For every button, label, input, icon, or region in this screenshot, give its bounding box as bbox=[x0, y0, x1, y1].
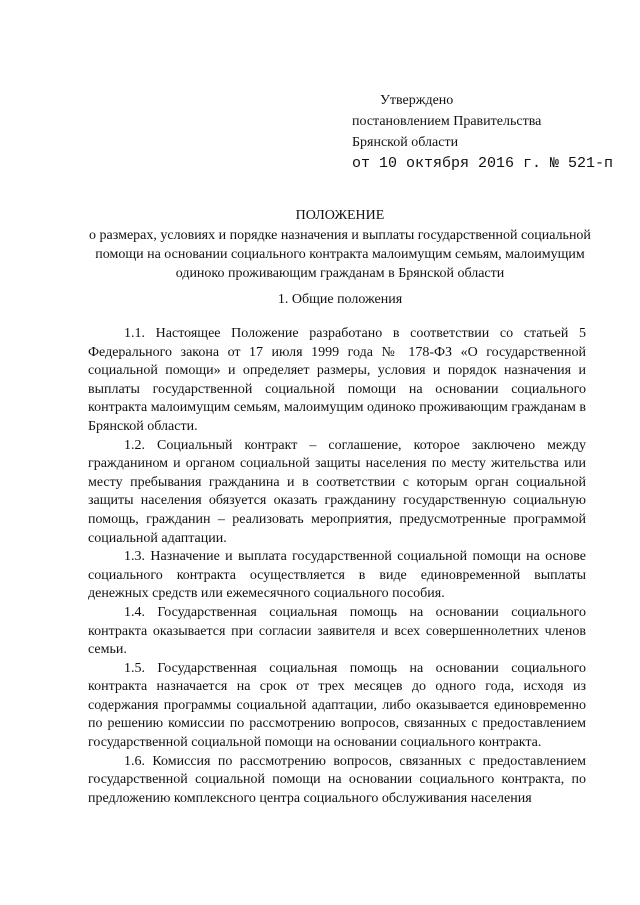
paragraph-1-3: 1.3. Назначение и выплата государственной социальной помощи на основе социального контракта осуществляется в виде единовременной выплаты денежных средств или ежемесячного социального пособия. bbox=[88, 549, 586, 602]
section-title: 1. Общие положения bbox=[277, 292, 403, 307]
paragraph-1-2: 1.2. Социальный контракт – соглашение, которое заключено между гражданином и органом социальной защиты населения по месту жительства или месту пребывания гражданина и в соответствии с которым орган социальной защиты населения обязуется оказать гражданину государственную социальную помощь, гражданин – реализовать мероприятия, предусмотренные программой социальной адаптации. bbox=[88, 437, 586, 546]
approval-line-region: Брянской области bbox=[352, 135, 459, 150]
paragraph-1-1: 1.1. Настоящее Положение разработано в соответствии со статьей 5 Федерального закона от 17 июля 1999 года № 178-ФЗ «О государственной социальной помощи» и определяет размеры, условия и порядок назначения и выплаты государственной социальной помощи на основании социального контракта малоимущим семьям, малоимущим одиноко проживающим гражданам в Брянской области. bbox=[88, 326, 586, 434]
approval-date-number: от 10 октября 2016 г. № 521-п bbox=[352, 155, 614, 172]
document-subtitle: о размерах, условиях и порядке назначения и выплаты государственной социальной помощи на основании социального контракта малоимущим семьям, малоимущим одиноко проживающим гражданам в Брянской области bbox=[89, 228, 591, 281]
approval-line-resolution: постановлением Правительства bbox=[352, 114, 542, 129]
approval-stamp bbox=[352, 90, 622, 174]
document-header bbox=[80, 206, 600, 283]
document-title: ПОЛОЖЕНИЕ bbox=[295, 208, 385, 223]
paragraph-1-6: 1.6. Комиссия по рассмотрению вопросов, связанных с предоставлением государственной социальной помощи на основании социального контракта, по предложению комплексного центра социального обслуживания населения bbox=[88, 753, 586, 806]
document-body bbox=[88, 325, 586, 808]
paragraph-1-5: 1.5. Государственная социальная помощь на основании социального контракта назначается на срок от трех месяцев до одного года, исходя из содержания программы социальной адаптации, либо оказывается единовременно по решению комиссии по рассмотрению вопросов, связанных с предоставлением государственной социальной помощи на основании социального контракта. bbox=[88, 660, 586, 751]
approval-heading: Утверждено bbox=[380, 93, 454, 108]
paragraph-1-4: 1.4. Государственная социальная помощь на основании социального контракта оказывается при согласии заявителя и всех совершеннолетних членов семьи. bbox=[88, 604, 586, 658]
